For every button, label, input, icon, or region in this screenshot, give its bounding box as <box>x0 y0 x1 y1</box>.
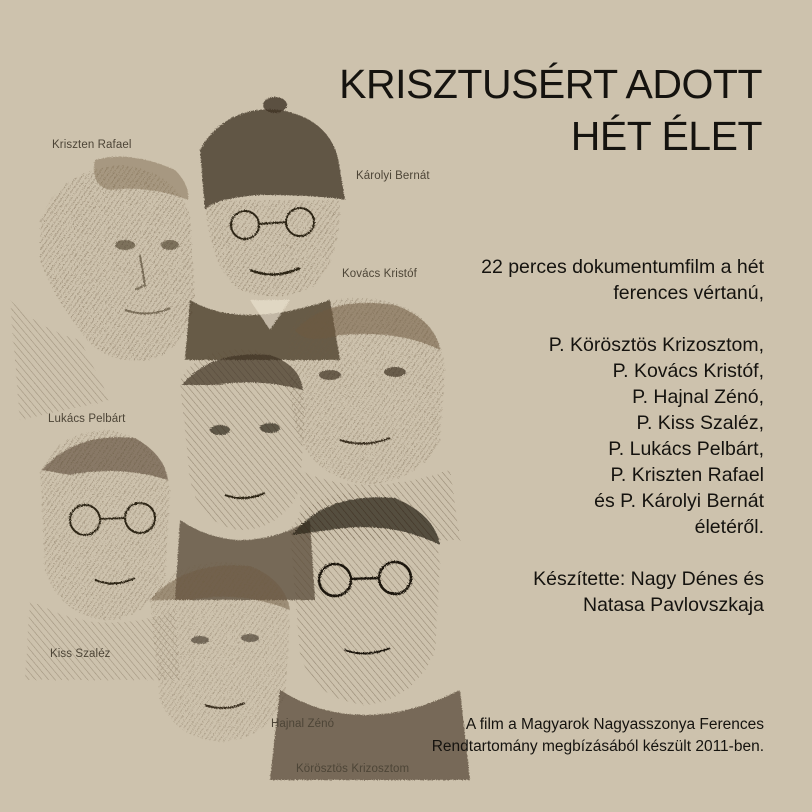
portrait-kriszten <box>10 157 195 420</box>
martyr-name: P. Kiss Szaléz, <box>636 412 764 434</box>
intro-line: 22 perces dokumentumfilm a hét <box>481 256 764 278</box>
credits-line: Natasa Pavlovszkaja <box>582 594 764 616</box>
film-description <box>424 254 764 618</box>
martyr-name: és P. Károlyi Bernát <box>594 490 764 512</box>
title-line-2: HÉT ÉLET <box>570 113 762 159</box>
label-lukacs-pelbart: Lukács Pelbárt <box>48 413 126 425</box>
label-korosztos-krizosztom: Körösztös Krizosztom <box>296 763 410 775</box>
label-kriszten-rafael: Kriszten Rafael <box>52 139 132 151</box>
label-karolyi-bernat: Károlyi Bernát <box>356 170 430 182</box>
martyr-name: P. Körösztös Krizosztom, <box>548 334 764 356</box>
portrait-hajnal <box>150 562 290 742</box>
martyr-name: P. Lukács Pelbárt, <box>608 438 764 460</box>
label-kiss-szalez: Kiss Szaléz <box>50 648 111 660</box>
commission-note <box>344 714 764 758</box>
martyr-name: P. Kovács Kristóf, <box>612 360 764 382</box>
label-hajnal-zeno: Hajnal Zénó <box>271 718 335 730</box>
footer-line-2: Rendtartomány megbízásából készült 2011-ben. <box>431 738 764 755</box>
label-kovacs-kristof: Kovács Kristóf <box>342 268 417 280</box>
title-line-1: KRISZTUSÉRT ADOTT <box>339 61 762 107</box>
footer-line-1: A film a Magyarok Nagyasszonya Ferences <box>465 716 764 733</box>
intro-line: ferences vértanú, <box>613 282 764 304</box>
credits-line: Készítette: Nagy Dénes és <box>533 568 764 590</box>
poster-title <box>322 58 762 162</box>
martyr-name: P. Kriszten Rafael <box>610 464 764 486</box>
martyr-name: életéről. <box>694 516 764 538</box>
martyr-name: P. Hajnal Zénó, <box>632 386 764 408</box>
